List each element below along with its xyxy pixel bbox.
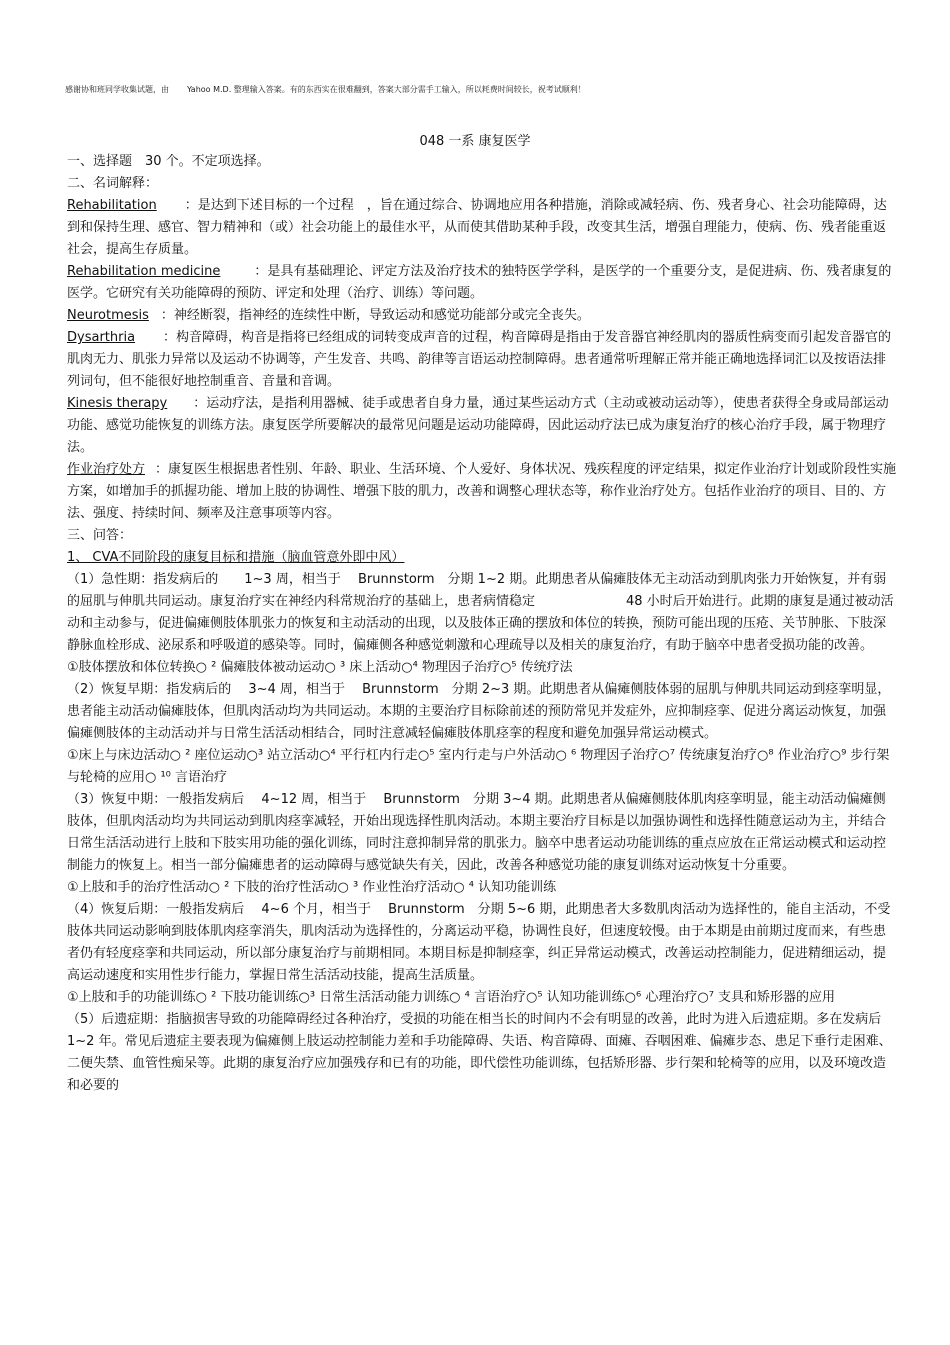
stage-mid-recovery: （3）恢复中期：一般指发病后 4~12 周，相当于 Brunnstorm 分期 3~4 期。此期患者从偏瘫侧肢体肌肉痉挛明显，能主动活动偏瘫侧肢体，但肌肉活动均为共同运动到肌肉痉挛减轻，开始出现选择性肌肉活动。本期主要治疗目标是以加强协调性和选择性随意运动为主，并结合日常生活活动进行上肢和下肢实用功能的强化训练，同时注意抑制异常的肌张力。脑卒中患者运动功能训练的重点应放在正常运动模式和运动控制能力的恢复上。相当一部分偏瘫患者的运动障碍与感觉缺失有关，因此，改善各种感觉功能的康复训练对运动恢复十分重要。 bbox=[67, 792, 887, 873]
term-label: 作业治疗处方 bbox=[67, 462, 146, 477]
term-label: Rehabilitation bbox=[67, 198, 157, 213]
term-definition: ：运动疗法，是指利用器械、徒手或患者自身力量，通过某些运动方式（主动或被动运动等），使患者获得全身或局部运动功能、感觉功能恢复的训练方法。康复医学所要解决的最常见问题是运动功能障碍，因此运动疗法已成为康复治疗的核心治疗手段，属于物理疗法。 bbox=[67, 396, 889, 455]
stage-early-recovery-measures: ①床上与床边活动○ ² 座位运动○³ 站立活动○⁴ 平行杠内行走○⁵ 室内行走与户外活动○ ⁶ 物理因子治疗○⁷ 传统康复治疗○⁸ 作业治疗○⁹ 步行架与轮椅的应用○ ¹⁰ 言语治疗 bbox=[67, 748, 890, 785]
term-definition: ：康复医生根据患者性别、年龄、职业、生活环境、个人爱好、身体状况、残疾程度的评定结果，拟定作业治疗计划或阶段性实施方案，如增加手的抓握功能、增加上肢的协调性、增强下肢的肌力，改善和调整心理状态等，称作业治疗处方。包括作业治疗的项目、目的、方法、强度、持续时间、频率及注意事项等内容。 bbox=[67, 462, 897, 521]
term-entry-dysarthria bbox=[67, 327, 897, 393]
header-note-part2: Yahoo M.D. 整理输入答案。有的东西实在很难翻到，答案大部分需手工输入，所以耗费时间较长，祝考试顺利！ bbox=[187, 85, 586, 94]
stage-sequelae: （5）后遗症期：指脑损害导致的功能障碍经过各种治疗，受损的功能在相当长的时间内不会有明显的改善，此时为进入后遗症期。多在发病后 1~2 年。常见后遗症主要表现为偏瘫侧上肢运动控制能力差和手功能障碍、失语、构音障碍、面瘫、吞咽困难、偏瘫步态、患足下垂行走困难、二便失禁、血管性痴呆等。此期的康复治疗应加强残存和已有的功能，即代偿性功能训练，包括矫形器、步行架和轮椅等的应用，以及环境改造和必要的 bbox=[67, 1012, 899, 1093]
term-label: Kinesis therapy bbox=[67, 396, 168, 411]
term-definition: ：构音障碍，构音是指将已经组成的词转变成声音的过程，构音障碍是指由于发音器官神经肌肉的器质性病变而引起发音器官的肌肉无力、肌张力异常以及运动不协调等，产生发音、共鸣、韵律等言语运动控制障碍。患者通常听理解正常并能正确地选择词汇以及按语法排列词句，但不能很好地控制重音、音量和音调。 bbox=[67, 330, 892, 389]
stage-mid-recovery-measures: ①上肢和手的治疗性活动○ ² 下肢的治疗性活动○ ³ 作业性治疗活动○ ⁴ 认知功能训练 bbox=[67, 880, 557, 895]
term-definition: ：是具有基础理论、评定方法及治疗技术的独特医学学科，是医学的一个重要分支，是促进病、伤、残者康复的医学。它研究有关功能障碍的预防、评定和处理（治疗、训练）等问题。 bbox=[67, 264, 892, 301]
term-entry-ot-prescription bbox=[67, 459, 897, 525]
term-entry-rehabilitation bbox=[67, 195, 897, 261]
term-entry-rehabilitation-medicine bbox=[67, 261, 897, 305]
section-terms-heading: 二、名词解释： bbox=[67, 176, 159, 191]
stage-early-recovery: （2）恢复早期：指发病后的 3~4 周，相当于 Brunnstorm 分期 2~3 期。此期患者从偏瘫侧肢体弱的屈肌与伸肌共同运动到痉挛明显，患者能主动活动偏瘫肢体，但肌肉活动均为共同运动。本期的主要治疗目标除前述的预防常见并发症外，应抑制痉挛、促进分离运动恢复，加强偏瘫侧肢体的主动活动并与日常生活活动相结合，同时注意减轻偏瘫肢体肌痉挛的程度和避免加强异常运动模式。 bbox=[67, 682, 891, 741]
term-label: Dysarthria bbox=[67, 330, 136, 345]
page-title: 048 一系 康复医学 bbox=[419, 134, 531, 149]
stage-acute: （1）急性期：指发病后的 1~3 周，相当于 Brunnstorm 分期 1~2 期。此期患者从偏瘫肢体无主动活动到肌肉张力开始恢复，并有弱的屈肌与伸肌共同运动。康复治疗实在神经内科常规治疗的基础上，患者病情稳定 48 小时后开始进行。此期的康复是通过被动活动和主动参与，促进偏瘫侧肢体肌张力的恢复和主动活动的出现，以及肢体正确的摆放和体位的转换，预防可能出现的压疮、关节肿胀、下肢深静脉血栓形成、泌尿系和呼吸道的感染等。同时，偏瘫侧各种感觉刺激和心理疏导以及相关的康复治疗，有助于脑卒中患者受损功能的改善。 bbox=[67, 572, 894, 653]
document-body bbox=[67, 151, 897, 1097]
question-title: 1、 CVA不同阶段的康复目标和措施（脑血管意外即中风） bbox=[67, 550, 405, 565]
question-heading bbox=[67, 547, 897, 569]
term-definition: ：神经断裂，指神经的连续性中断，导致运动和感觉功能部分或完全丧失。 bbox=[160, 308, 590, 323]
stage-acute-measures: ①肢体摆放和体位转换○ ² 偏瘫肢体被动运动○ ³ 床上活动○⁴ 物理因子治疗○⁵ 传统疗法 bbox=[67, 660, 573, 675]
stage-late-recovery: （4）恢复后期：一般指发病后 4~6 个月，相当于 Brunnstorm 分期 5~6 期，此期患者大多数肌肉活动为选择性的，能自主活动，不受肢体共同运动影响到肢体肌肉痉挛消失，肌肉活动为选择性的，分离运动平稳，协调性良好，但速度较慢。由于本期是由前期过度而来，有些患者仍有轻度痉挛和共同运动，所以部分康复治疗与前期相同。本期目标是抑制痉挛，纠正异常运动模式，改善运动控制能力，促进精细运动，提高运动速度和实用性步行能力，掌握日常生活活动技能，提高生活质量。 bbox=[67, 902, 891, 983]
section-qa-heading: 三、问答： bbox=[67, 528, 133, 543]
section-multiple-choice: 一、选择题 30 个。不定项选择。 bbox=[67, 154, 270, 169]
header-note-part1: 感谢协和班同学收集试题，由 bbox=[65, 85, 169, 94]
term-label: Neurotmesis bbox=[67, 308, 149, 323]
stage-late-recovery-measures: ①上肢和手的功能训练○ ² 下肢功能训练○³ 日常生活活动能力训练○ ⁴ 言语治疗○⁵ 认知功能训练○⁶ 心理治疗○⁷ 支具和矫形器的应用 bbox=[67, 990, 836, 1005]
term-label: Rehabilitation medicine bbox=[67, 264, 221, 279]
header-note bbox=[65, 84, 586, 95]
term-entry-neurotmesis bbox=[67, 305, 897, 327]
term-entry-kinesis-therapy bbox=[67, 393, 897, 459]
term-definition: ：是达到下述目标的一个过程 ，旨在通过综合、协调地应用各种措施，消除或减轻病、伤、残者身心、社会功能障碍，达到和保持生理、感官、智力精神和（或）社会功能上的最佳水平，从而使其借助某种手段，改变其生活，增强自理能力，使病、伤、残者能重返社会，提高生存质量。 bbox=[67, 198, 887, 257]
